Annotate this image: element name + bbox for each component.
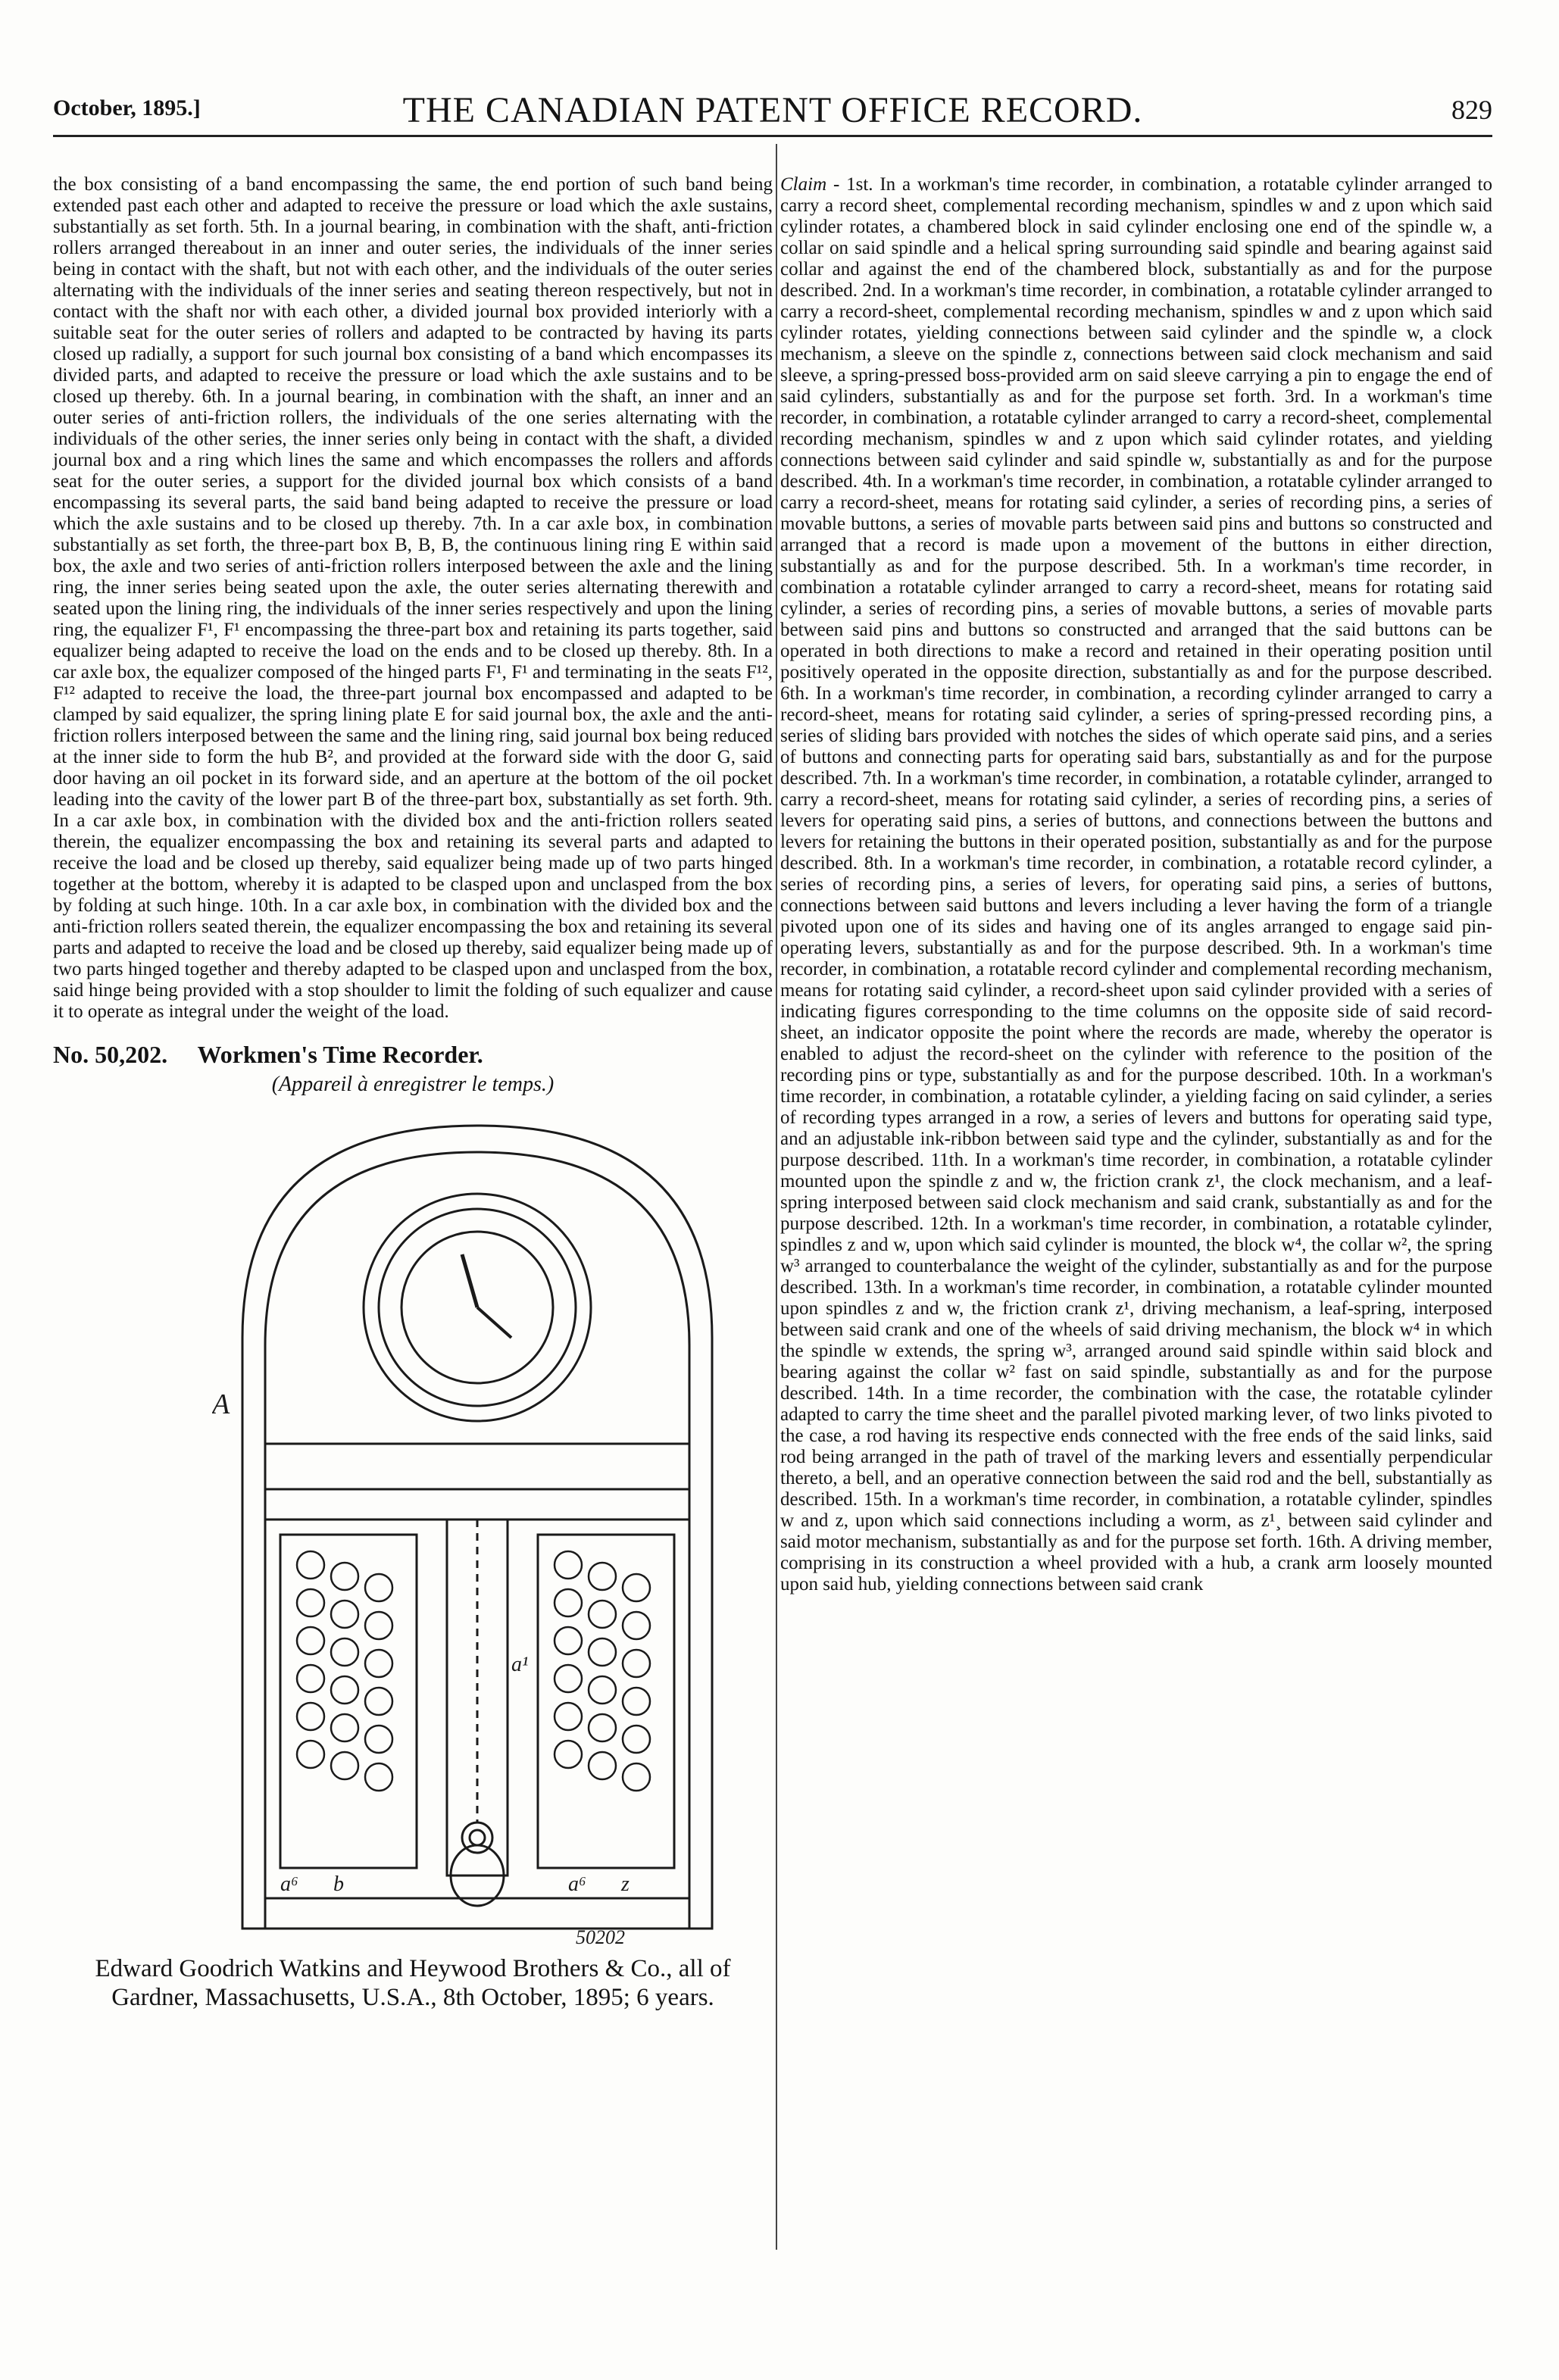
- left-column: [53, 174, 773, 2012]
- right-column-text: - 1st. In a workman's time recorder, in combination, a rotatable cylinder arranged to carry a record sheet, complemental recording mechanism, spindles w and z upon which said cylinder rotates, a chambered block in said cylinder enclosing one end of the spindle w, a collar on said spindle and a helical spring surrounding said spindle and bearing against said collar and against the end of the chambered block, substantially as and for the purpose described. 2nd. In a workman's time recorder, in combination, a rotatable cylinder arranged to carry a record-sheet, complemental recording mechanism, spindles w and z upon which said cylinder rotates, yielding connections between said cylinder and the spindle w, a clock mechanism, a sleeve on the spindle z, connections between said clock mechanism and said sleeve, a spring-pressed boss-provided arm on said sleeve carrying a pin to engage the end of said cylinders, substantially as and for the purpose set forth. 3rd. In a workman's time recorder, in combination, a rotatable cylinder arranged to carry a record-sheet, complemental recording mechanism, spindles w and z upon which said cylinder rotates, and yielding connections between said cylinder and said spindle w, substantially as and for the purpose described. 4th. In a workman's time recorder, in combination, a rotatable cylinder arranged to carry a record-sheet, means for rotating said cylinder, a series of recording pins, a series of movable buttons, a series of movable parts between said pins and buttons so constructed and arranged that a record is made upon a movement of the buttons in either direction, substantially as and for the purpose described. 5th. In a workman's time recorder, in combination a rotatable cylinder arranged to carry a record-sheet, means for rotating said cylinder, a series of recording pins, a series of movable buttons, a series of movable parts between said pins and buttons so constructed and arranged that the said buttons can be operated in both directions to make a record and retained in their operating position until positively operated in the opposite direction, substantially as and for the purpose described. 6th. In a workman's time recorder, in combination, a recording cylinder arranged to carry a record-sheet, means for rotating said cylinder, a series of spring-pressed recording pins, a series of sliding bars provided with notches the sides of which operate said pins, and a series of buttons and connecting parts for operating said bars, substantially as and for the purpose described. 7th. In a workman's time recorder, in combination, a rotatable cylinder, arranged to carry a record-sheet, means for rotating said cylinder, a series of recording pins, a series of levers for operating said pins, a series of buttons, and connections between the buttons and levers for retaining the buttons in their operated position, substantially as and for the purpose described. 8th. In a workman's time recorder, in combination, a rotatable record cylinder, a series of recording pins, a series of levers, for operating said pins, a series of buttons, connections between said buttons and levers including a lever having the form of a triangle pivoted upon one of its sides and having one of its angles arranged to engage said pin-operating levers, substantially as and for the purpose described. 9th. In a workman's time recorder, in combination, a rotatable record cylinder and complemental recording mechanism, means for rotating said cylinder, a record-sheet upon said cylinder provided with a series of indicating figures corresponding to the time columns on the opposite side of said record-sheet, an indicator opposite the point where the records are made, whereby the operator is enabled to adjust the record-sheet on the cylinder with reference to the position of the recording pins or type, substantially as and for the purpose described. 10th. In a workman's time recorder, in combination, a rotatable cylinder, a yielding facing on said cylinder, a series of recording types arranged in a row, a series of levers and buttons for operating said type, and an adjustable ink-ribbon between said type and the cylinder, substantially as and for the purpose described. 11th. In a workman's time recorder, in combination, a rotatable cylinder mounted upon the spindle z and w, the friction crank z¹, the clock mechanism, and a leaf-spring interposed between said clock mechanism and said crank, substantially as and for the purpose described. 12th. In a workman's time recorder, in combination, a rotatable cylinder, spindles z and w, upon which said cylinder is mounted, the block w⁴, the collar w², the spring w³ arranged to counterbalance the weight of the cylinder, substantially as and for the purpose described. 13th. In a workman's time recorder, in combination, a rotatable cylinder mounted upon spindles z and w, the friction crank z¹, driving mechanism, a leaf-spring, interposed between said crank and one of the wheels of said driving mechanism, the block w⁴ in which the spindle w extends, the spring w³, arranged around said spindle within said block and bearing against the collar w² fast on said spindle, substantially as and for the purpose described. 14th. In a time recorder, the combination with the case, the rotatable cylinder adapted to carry the time sheet and the parallel pivoted marking lever, of two links pivoted to the case, a rod having its respective ends connected with the free ends of the said links, said rod being arranged in the path of travel of the marking levers and essentially perpendicular thereto, a bell, and an operative connection between the said rod and the bell, substantially as described. 15th. In a workman's time recorder, in combination, a rotatable cylinder, spindles w and z, upon which said connections including a worm, as z¹¸ between said cylinder and said motor mechanism, substantially as and for the purpose set forth. 16th. A driving member, comprising in its construction a wheel provided with a hub, a crank arm loosely mounted upon said hub, yielding connections between said crank: [780, 174, 1492, 1594]
- patent-title: Workmen's Time Recorder.: [197, 1041, 483, 1068]
- patent-heading: [53, 1041, 773, 1068]
- figure-label-a: A: [212, 1388, 230, 1420]
- patent-caption: Edward Goodrich Watkins and Heywood Brothers & Co., all of Gardner, Massachusetts, U.S.A., 8th October, 1895; 6 years.: [95, 1955, 731, 2011]
- figure-label-a6-left: a⁶: [280, 1872, 298, 1896]
- patent-subtitle: (Appareil à enregistrer le temps.): [271, 1073, 555, 1096]
- right-column: [780, 174, 1492, 1595]
- figure-label-b: b: [333, 1872, 344, 1896]
- header-title: THE CANADIAN PATENT OFFICE RECORD.: [402, 90, 1143, 130]
- left-column-text: the box consisting of a band encompassing the same, the end portion of such band being extended past each other and adapted to receive the pressure or load which the axle sustains, substantially as set forth. 5th. In a journal bearing, in combination with the shaft, anti-friction rollers arranged thereabout in an inner and outer series, the individuals of the inner series being in contact with the shaft, but not with each other, and the individuals of the outer series alternating with the individuals of the inner series and seating thereon respectively, but not in contact with the shaft nor with each other, a divided journal box provided interiorly with a suitable seat for the outer series of rollers and adapted to be contracted by having its parts closed up radially, a support for such journal box consisting of a band which encompasses its divided parts, and adapted to receive the pressure or load which the axle sustains and to be closed up thereby. 6th. In a journal bearing, in combination with the shaft, an inner and an outer series of anti-friction rollers, the individuals of the one series alternating with the individuals of the other series, the inner series only being in contact with the shaft, a divided journal box and a ring which lines the same and which encompasses the rollers and affords seat for the outer series, a support for the divided journal box which consists of a band encompassing its several parts, the said band being adapted to receive the pressure or load which the axle sustains and to be closed up thereby. 7th. In a car axle box, in combination substantially as set forth, the three-part box B, B, B, the continuous lining ring E within said box, the axle and two series of anti-friction rollers interposed between the axle and the lining ring, the inner series being seated upon the axle, the outer series alternating therewith and seated upon the lining ring, the individuals of the inner series respectively and upon the lining ring, the equalizer F¹, F¹ encompassing the three-part box and retaining its parts together, said equalizer being adapted to receive the load on the ends and to be closed up thereby. 8th. In a car axle box, the equalizer composed of the hinged parts F¹, F¹ and terminating in the seats F¹², F¹² adapted to receive the load, the three-part journal box encompassed and adapted to be clamped by said equalizer, the spring lining plate E for said journal box, the axle and the anti-friction rollers interposed between the same and the lining ring, said journal box being reduced at the inner side to form the hub B², and provided at the forward side with the door G, said door having an oil pocket in its forward side, and an aperture at the bottom of the oil pocket leading into the cavity of the lower part B of the three-part box, substantially as set forth. 9th. In a car axle box, in combination with the divided box and the anti-friction rollers seated therein, the equalizer encompassing the box and retaining its several parts and adapted to receive the load and be closed up thereby, said equalizer being made up of two parts hinged together at the bottom, whereby it is adapted to be clasped upon and unclasped from the box by folding at such hinge. 10th. In a car axle box, in combination with the divided box and the anti-friction rollers seated therein, the equalizer encompassing the box and retaining its several parts and adapted to receive the load and be closed up thereby, said equalizer being made up of two parts hinged together and thereby adapted to be clasped upon and unclasped from the box, said hinge being provided with a stop shoulder to limit the folding of such equalizer and cause it to operate as integral under the weight of the load.: [53, 174, 773, 1022]
- figure-label-z: z: [621, 1872, 630, 1896]
- page-header: [53, 89, 1492, 137]
- column-divider: [776, 144, 777, 2250]
- time-recorder-drawing: [212, 1110, 742, 1951]
- header-date: October, 1895.]: [53, 95, 201, 120]
- figure-label-a6-right: a⁶: [568, 1872, 586, 1896]
- patent-number: No. 50,202.: [53, 1041, 168, 1068]
- figure-number: 50202: [576, 1926, 625, 1948]
- header-page-number: 829: [1451, 95, 1492, 125]
- claim-label: Claim: [780, 174, 827, 195]
- time-recorder-figure: [212, 1110, 742, 1951]
- figure-label-a1: a¹: [511, 1653, 529, 1676]
